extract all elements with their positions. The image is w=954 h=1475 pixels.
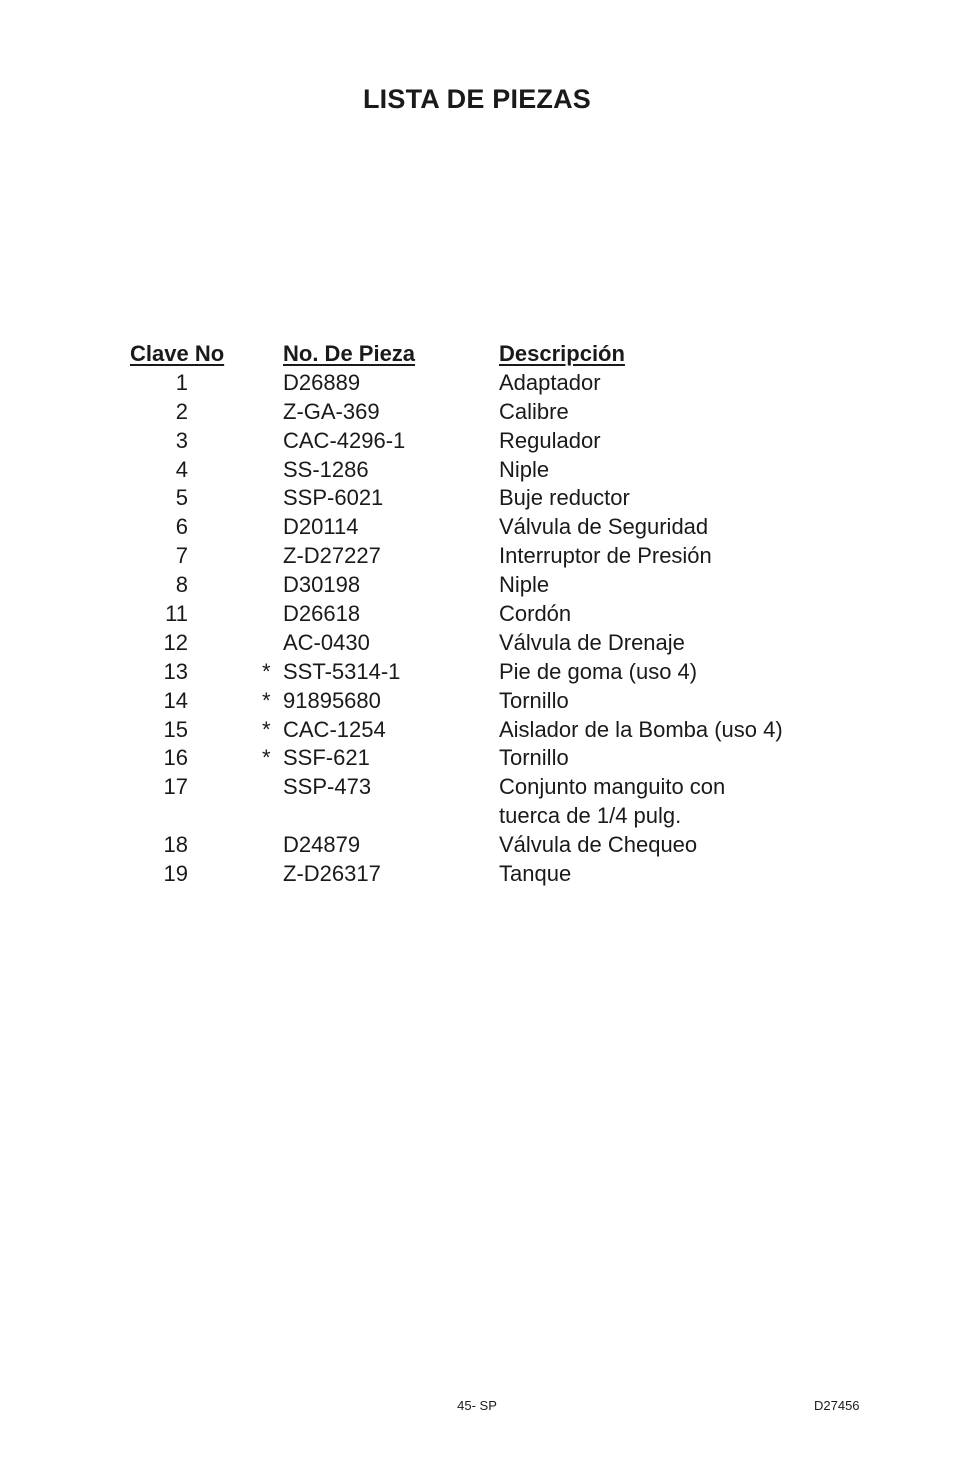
description-cell: Cordón [499,601,572,627]
table-row [0,687,954,716]
part-number-cell: Z-GA-369 [283,398,380,424]
table-row [0,658,954,687]
table-row [0,600,954,629]
table-row [0,716,954,745]
key-number-cell: 4 [175,456,188,482]
table-row [0,773,954,831]
description-cell: Tornillo [499,745,569,771]
header-description: Descripción [499,341,625,366]
description-cell: Adaptador [499,369,601,395]
key-number-cell: 7 [175,543,188,569]
key-number-cell: 2 [175,398,188,424]
key-number-cell: 17 [163,774,188,800]
key-number-cell: 18 [163,832,188,858]
part-number-cell: Z-D27227 [283,543,381,569]
key-number-cell: 19 [163,861,188,887]
part-number-cell: SS-1286 [283,456,369,482]
description-cell: Tanque [499,861,572,887]
document-code: D27456 [814,1398,860,1413]
table-row [0,744,954,773]
header-part-number: No. De Pieza [283,341,416,366]
table-row [0,542,954,571]
description-cell: Calibre [499,398,569,424]
key-number-cell: 3 [175,427,188,453]
key-number-cell: 15 [163,716,188,742]
asterisk-mark: * [262,745,271,771]
description-cell: Aislador de la Bomba (uso 4) [499,716,783,742]
description-cell: Pie de goma (uso 4) [499,658,698,684]
asterisk-mark: * [262,687,271,713]
table-row [0,369,954,398]
page-number: 45- SP [457,1398,497,1413]
part-number-cell: AC-0430 [283,629,370,655]
part-number-cell: CAC-4296-1 [283,427,406,453]
description-cell: Niple [499,572,550,598]
part-number-cell: SSF-621 [283,745,370,771]
description-cell: Válvula de Chequeo [499,832,698,858]
description-cell: Tornillo [499,687,569,713]
part-number-cell: D26618 [283,601,361,627]
part-number-cell: CAC-1254 [283,716,386,742]
key-number-cell: 1 [175,369,188,395]
table-row [0,398,954,427]
part-number-cell: SST-5314-1 [283,658,401,684]
key-number-cell: 16 [163,745,188,771]
key-number-cell: 6 [175,514,188,540]
table-row [0,513,954,542]
description-cell: Regulador [499,427,601,453]
table-row [0,456,954,485]
description-cell: Válvula de Drenaje [499,629,685,655]
table-row [0,860,954,889]
asterisk-mark: * [262,658,271,684]
part-number-cell: D20114 [283,514,359,540]
key-number-cell: 5 [175,485,188,511]
page-title: LISTA DE PIEZAS [362,84,592,114]
part-number-cell: SSP-473 [283,774,372,800]
description-cell: Válvula de Seguridad [499,514,709,540]
part-number-cell: D30198 [283,572,361,598]
key-number-cell: 12 [163,629,188,655]
key-number-cell: 13 [163,658,188,684]
key-number-cell: 14 [163,687,188,713]
description-cell: Interruptor de Presión [499,543,712,569]
description-cell: Buje reductor [499,485,630,511]
table-row [0,831,954,860]
table-header-row [0,340,954,369]
description-cell: Conjunto manguito con tuerca de 1/4 pulg. [499,774,726,829]
key-number-cell: 8 [175,572,188,598]
description-cell: Niple [499,456,550,482]
part-number-cell: Z-D26317 [283,861,381,887]
table-row [0,629,954,658]
parts-list-table [0,340,954,889]
part-number-cell: SSP-6021 [283,485,384,511]
asterisk-mark: * [262,716,271,742]
part-number-cell: D24879 [283,832,361,858]
header-key-number: Clave No [130,341,225,366]
part-number-cell: D26889 [283,369,361,395]
part-number-cell: 91895680 [283,687,381,713]
table-row [0,571,954,600]
table-row [0,484,954,513]
key-number-cell: 11 [165,601,188,627]
table-row [0,427,954,456]
